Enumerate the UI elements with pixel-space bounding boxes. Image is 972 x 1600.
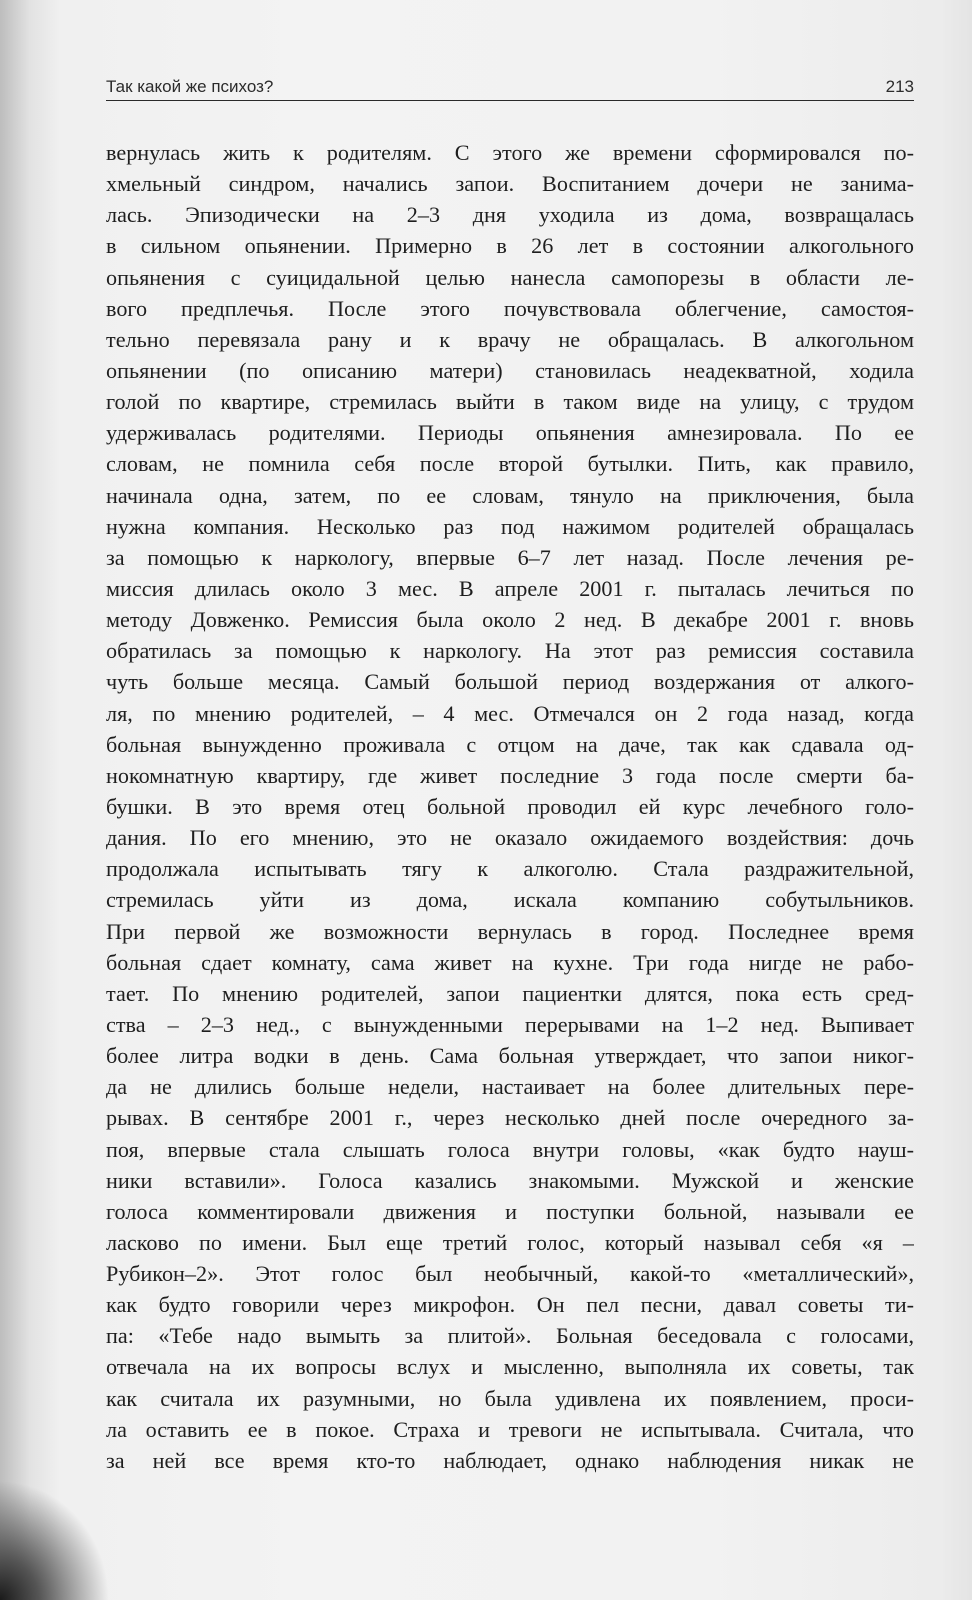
- text-line: обратилась за помощью к наркологу. На этот раз ремиссия составила: [106, 638, 914, 664]
- text-line: стремилась уйти из дома, искала компанию собутыльников.: [106, 887, 914, 913]
- running-header: [106, 74, 914, 101]
- text-line: продолжала испытывать тягу к алкоголю. Стала раздражительной,: [106, 856, 914, 882]
- text-line: методу Довженко. Ремиссия была около 2 нед. В декабре 2001 г. вновь: [106, 607, 914, 633]
- text-line: как будто говорили через микрофон. Он пел песни, давал советы ти-: [106, 1292, 914, 1318]
- text-line: чуть больше месяца. Самый большой период воздержания от алкого-: [106, 669, 914, 695]
- text-line: дания. По его мнению, это не оказало ожидаемого воздействия: дочь: [106, 825, 914, 851]
- text-line: опьянения с суицидальной целью нанесла самопорезы в области ле-: [106, 264, 914, 290]
- page-number: 213: [885, 77, 914, 96]
- text-line: па: «Тебе надо вымыть за плитой». Больная беседовала с голосами,: [106, 1323, 914, 1349]
- text-line: миссия длилась около 3 мес. В апреле 2001 г. пыталась лечиться по: [106, 575, 914, 601]
- text-line: за ней все время кто-то наблюдает, однако наблюдения никак не: [106, 1447, 914, 1473]
- text-line: опьянении (по описанию матери) становилась неадекватной, ходила: [106, 357, 914, 383]
- text-line: нужна компания. Несколько раз под нажимом родителей обращалась: [106, 513, 914, 539]
- text-line: поя, впервые стала слышать голоса внутри головы, «как будто науш-: [106, 1136, 914, 1162]
- text-line: голой по квартире, стремилась выйти в таком виде на улицу, с трудом: [106, 389, 914, 415]
- text-line: тельно перевязала рану и к врачу не обращалась. В алкогольном: [106, 326, 914, 352]
- text-line: больная сдает комнату, сама живет на кухне. Три года нигде не рабо-: [106, 949, 914, 975]
- text-line: как считала их разумными, но была удивлена их появлением, проси-: [106, 1385, 914, 1411]
- text-line: в сильном опьянении. Примерно в 26 лет в состоянии алкогольного: [106, 233, 914, 259]
- text-line: удерживалась родителями. Периоды опьянения амнезировала. По ее: [106, 420, 914, 446]
- text-line: ля, по мнению родителей, – 4 мес. Отмечался он 2 года назад, когда: [106, 700, 914, 726]
- text-line: ласково по имени. Был еще третий голос, который называл себя «я –: [106, 1229, 914, 1255]
- text-line: вого предплечья. После этого почувствовала облегчение, самостоя-: [106, 295, 914, 321]
- text-line: При первой же возможности вернулась в город. Последнее время: [106, 918, 914, 944]
- text-line: больная вынужденно проживала с отцом на даче, так как сдавала од-: [106, 731, 914, 757]
- text-line: отвечала на их вопросы вслух и мысленно, выполняла их советы, так: [106, 1354, 914, 1380]
- text-line: за помощью к наркологу, впервые 6–7 лет назад. После лечения ре-: [106, 544, 914, 570]
- text-line: хмельный синдром, начались запои. Воспитанием дочери не занима-: [106, 171, 914, 197]
- text-line: да не длились больше недели, настаивает на более длительных пере-: [106, 1074, 914, 1100]
- running-title: Так какой же психоз?: [106, 77, 274, 96]
- text-line: словам, не помнила себя после второй бутылки. Пить, как правило,: [106, 451, 914, 477]
- text-line: более литра водки в день. Сама больная утверждает, что запои никог-: [106, 1043, 914, 1069]
- text-line: Рубикон–2». Этот голос был необычный, какой-то «металлический»,: [106, 1261, 914, 1287]
- text-line: рывах. В сентябре 2001 г., через несколько дней после очередного за-: [106, 1105, 914, 1131]
- text-line: ства – 2–3 нед., с вынужденными перерывами на 1–2 нед. Выпивает: [106, 1011, 914, 1037]
- text-line: ники вставили». Голоса казались знакомыми. Мужской и женские: [106, 1167, 914, 1193]
- text-line: голоса комментировали движения и поступки больной, называли ее: [106, 1198, 914, 1224]
- text-line: лась. Эпизодически на 2–3 дня уходила из дома, возвращалась: [106, 202, 914, 228]
- text-line: нокомнатную квартиру, где живет последние 3 года после смерти ба-: [106, 762, 914, 788]
- text-line: ла оставить ее в покое. Страха и тревоги не испытывала. Считала, что: [106, 1416, 914, 1442]
- text-line: тает. По мнению родителей, запои пациентки длятся, пока есть сред-: [106, 980, 914, 1006]
- text-line: бушки. В это время отец больной проводил ей курс лечебного голо-: [106, 793, 914, 819]
- page-edge-shadow: [0, 1480, 110, 1600]
- text-line: вернулась жить к родителям. С этого же времени сформировался по-: [106, 140, 914, 165]
- body-text: [106, 137, 914, 1476]
- text-line: начинала одна, затем, по ее словам, тянуло на приключения, была: [106, 482, 914, 508]
